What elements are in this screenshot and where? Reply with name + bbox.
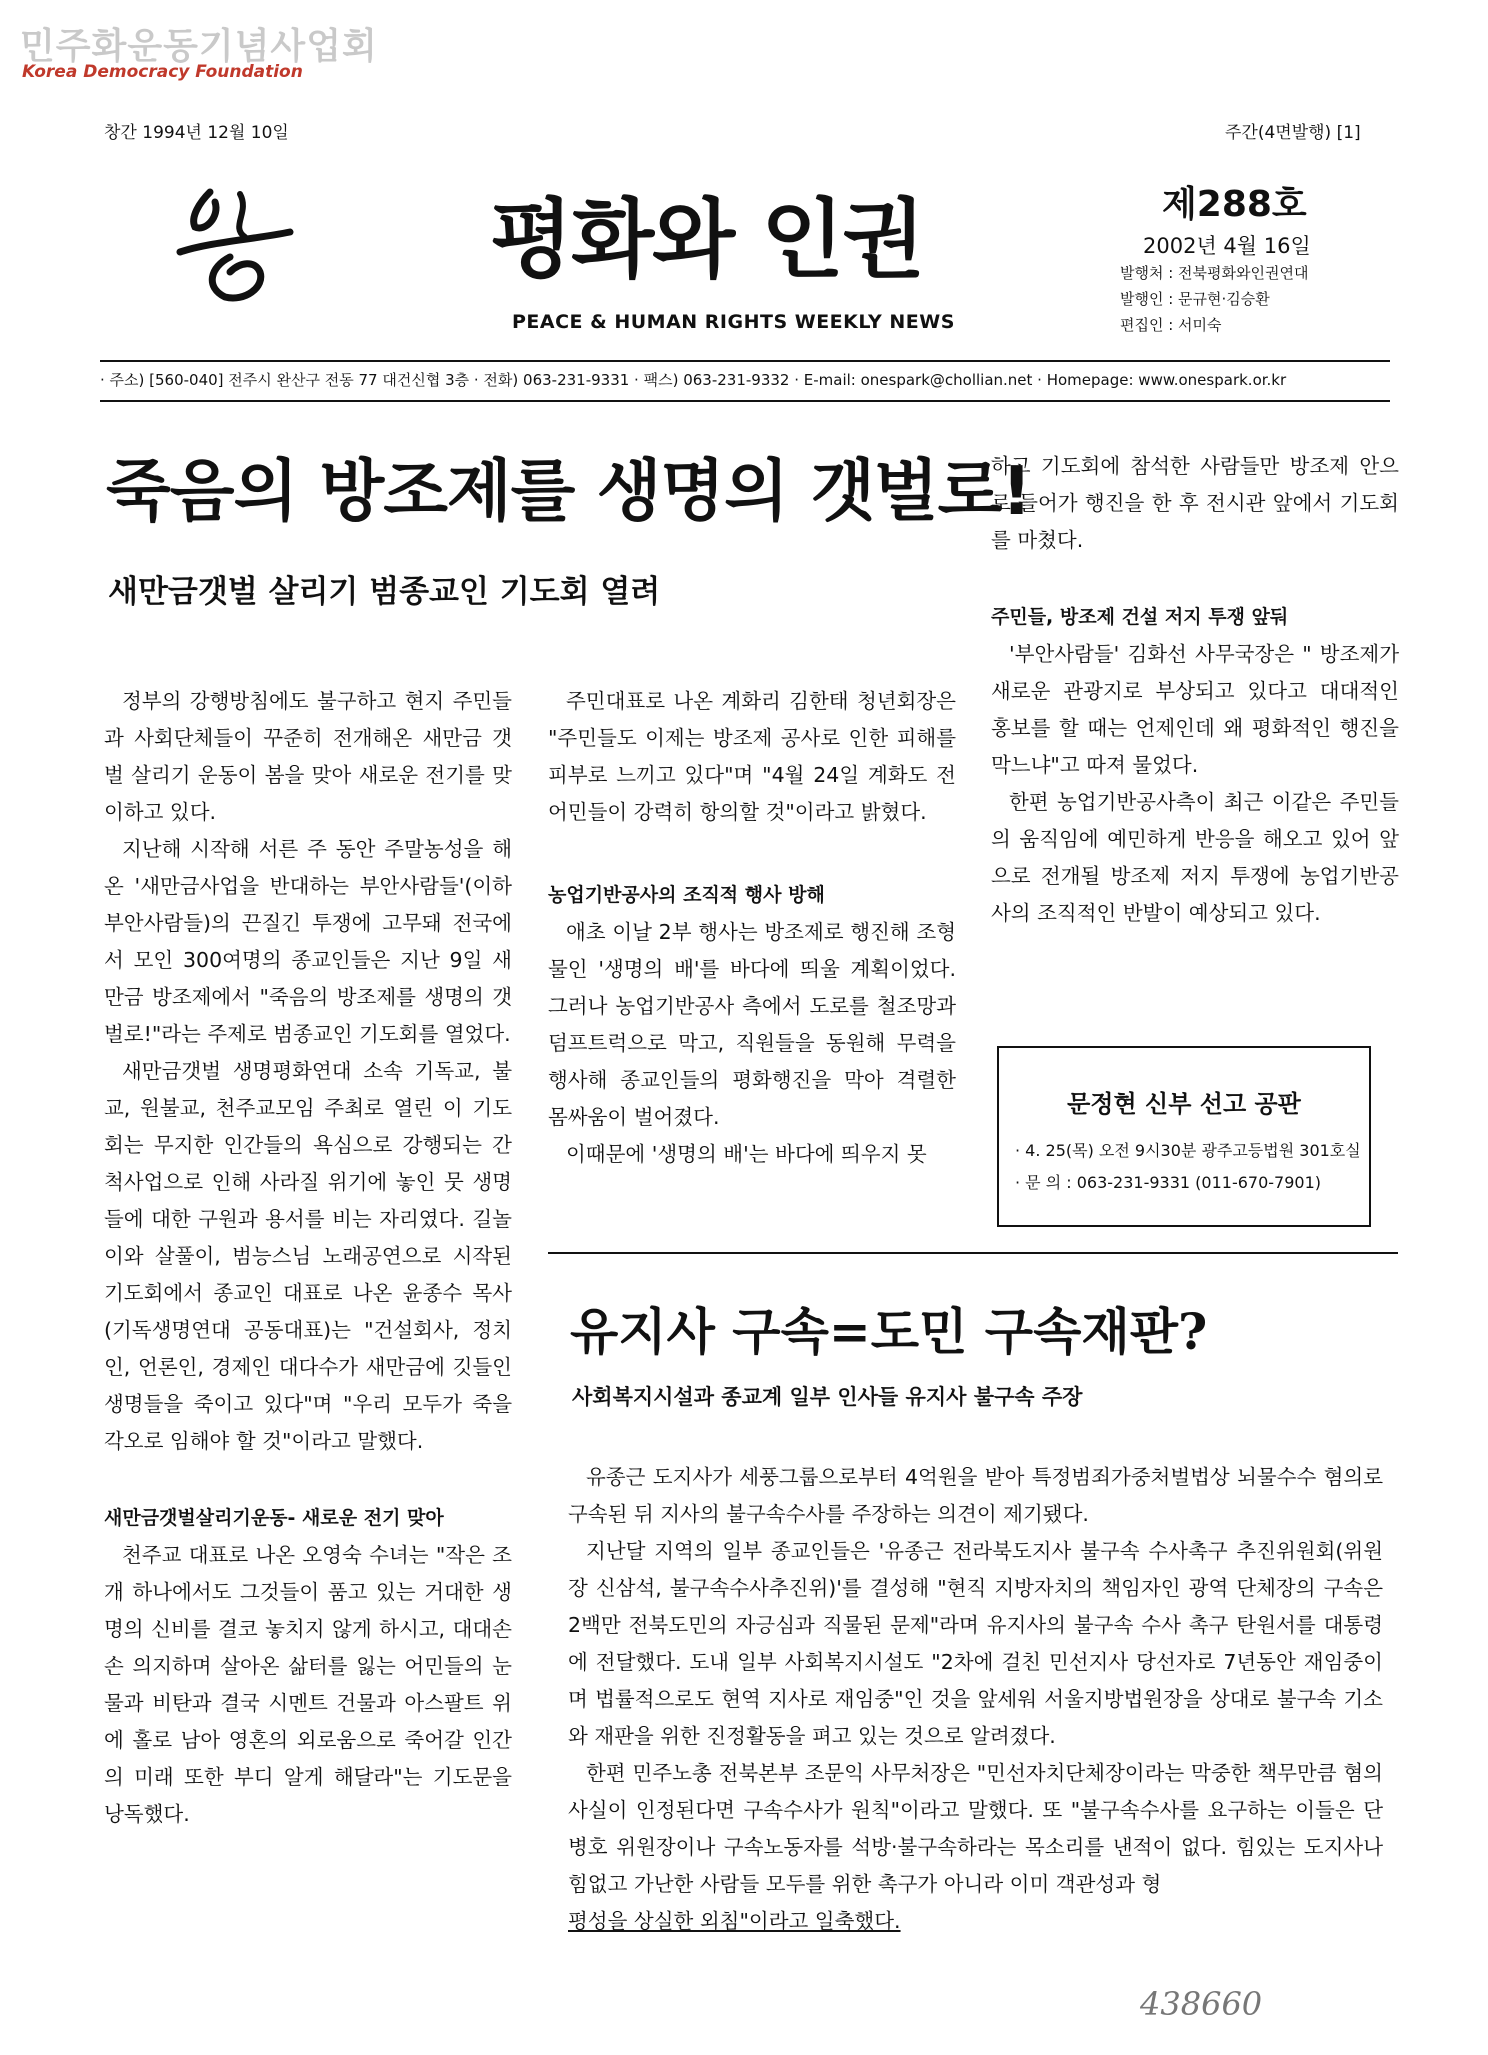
newspaper-title: 평화와 인권 <box>490 189 924 290</box>
article2-subhead: 사회복지시설과 종교계 일부 인사들 유지사 불구속 주장 <box>572 1385 1083 1409</box>
paragraph: 애초 이날 2부 행사는 방조제로 행진해 조형물인 '생명의 배'를 바다에 띄울 계획이었다. 그러나 농업기반공사 측에서 도로를 철조망과 덤프트럭으로 막고, 직원들을 동원해 무력을 행사해 종교인들의 평화행진을 막아 격렬한 몸싸움이 벌어졌다. <box>548 920 956 1129</box>
notice-contact: · 문 의 : 063-231-9331 (011-670-7901) <box>1015 1173 1321 1192</box>
paragraph: 한편 농업기반공사측이 최근 이같은 주민들의 움직임에 예민하게 반응을 해오고 있어 앞으로 전개될 방조제 저지 투쟁에 농업기반공사의 조직적인 반발이 예상되고 있다. <box>991 790 1399 925</box>
article1-column3 <box>991 448 1399 932</box>
article1-column2 <box>548 683 956 1173</box>
watermark-english: Korea Democracy Foundation <box>22 62 303 82</box>
section-subhead: 주민들, 방조제 건설 저지 투쟁 앞둬 <box>991 606 1289 628</box>
newspaper-title-english: PEACE & HUMAN RIGHTS WEEKLY NEWS <box>512 311 955 333</box>
trial-notice-box <box>997 1046 1371 1227</box>
paragraph: 천주교 대표로 나온 오영숙 수녀는 "작은 조개 하나에서도 그것들이 품고 있는 거대한 생명의 신비를 결코 놓치지 않게 하시고, 대대손손 의지하며 살아온 삶터를 잃는 어민들의 눈물과 비탄과 결국 시멘트 건물과 아스팔트 위에 홀로 남아 영혼의 외로움으로 죽어갈 인간의 미래 또한 부디 알게 해달라"는 기도문을 낭독했다. <box>104 1543 512 1826</box>
paragraph: 이때문에 '생명의 배'는 바다에 띄우지 못 <box>566 1142 927 1166</box>
publisher-org: 발행처 : 전북평화와인권연대 <box>1120 264 1309 282</box>
article2-body <box>568 1459 1383 1940</box>
paragraph: 새만금갯벌 생명평화연대 소속 기독교, 불교, 원불교, 천주교모임 주최로 열린 이 기도회는 무지한 인간들의 욕심으로 강행되는 간척사업으로 인해 사라질 위기에 놓인 뭇 생명들에 대한 구원과 용서를 비는 자리였다. 길놀이와 살풀이, 범능스님 노래공연으로 시작된 기도회에서 종교인 대표로 나온 윤종수 목사(기독생명연대 공동대표)는 "건설회사, 정치인, 언론인, 경제인 대다수가 새만금에 깃들인 생명들을 죽이고 있다"며 "우리 모두가 죽을 각오로 임해야 할 것"이라고 말했다. <box>104 1059 512 1453</box>
section-subhead: 새만금갯벌살리기운동- 새로운 전기 맞아 <box>104 1507 444 1529</box>
article1-subhead: 새만금갯벌 살리기 범종교인 기도회 열려 <box>108 574 661 610</box>
contact-address-bar: · 주소) [560-040] 전주시 완산구 전동 77 대건신협 3층 · 전화) 063-231-9331 · 팩스) 063-231-9332 · E-mail: onespark@chollian.net · Homepage: www.onespark.or.kr <box>100 360 1390 402</box>
section-subhead: 농업기반공사의 조직적 행사 방해 <box>548 884 825 906</box>
handwritten-archive-number: 438660 <box>1140 1985 1263 2023</box>
paragraph: 지난달 지역의 일부 종교인들은 '유종근 전라북도지사 불구속 수사촉구 추진위원회(위원장 신삼석, 불구속수사추진위)'를 결성해 "현직 지방자치의 책임자인 광역 단체장의 구속은 2백만 전북도민의 자긍심과 직물된 문제"라며 유지사의 불구속 수사 촉구 탄원서를 대통령에 전달했다. 도내 일부 사회복지시설도 "2차에 걸친 민선지사 당선자로 7년동안 재임중이며 법률적으로도 현역 지사로 재임중"인 것을 앞세워 서울지방법원장을 상대로 불구속 기소와 재판을 위한 진정활동을 펴고 있는 것으로 알려졌다. <box>568 1539 1383 1748</box>
paragraph: 하고 기도회에 참석한 사람들만 방조제 안으로 들어가 행진을 한 후 전시관 앞에서 기도회를 마쳤다. <box>991 454 1399 552</box>
paragraph: 지난해 시작해 서른 주 동안 주말농성을 해 온 '새만금사업을 반대하는 부안사람들'(이하 부안사람들)의 끈질긴 투쟁에 고무돼 전국에서 모인 300여명의 종교인들은 지난 9일 새만금 방조제에서 "죽음의 방조제를 생명의 갯벌로!"라는 주제로 범종교인 기도회를 열었다. <box>104 837 512 1046</box>
watermark-korean: 민주화운동기념사업회 <box>20 26 378 67</box>
article1-column1 <box>104 683 512 1833</box>
paragraph: 주민대표로 나온 계화리 김한태 청년회장은 "주민들도 이제는 방조제 공사로 인한 피해를 피부로 느끼고 있다"며 "4월 24일 계화도 전 어민들이 강력히 항의할 것"이라고 밝혔다. <box>548 689 956 824</box>
calligraphy-logo-icon <box>170 172 310 312</box>
notice-title: 문정현 신부 선고 공판 <box>1067 1090 1301 1118</box>
publisher: 발행인 : 문규현·김승환 <box>1120 290 1270 308</box>
founding-date: 창간 1994년 12월 10일 <box>104 123 289 143</box>
issue-number: 제288호 <box>1162 184 1307 225</box>
paragraph: '부안사람들' 김화선 사무국장은 " 방조제가 새로운 관광지로 부상되고 있다고 대대적인 홍보를 할 때는 언제인데 왜 평화적인 행진을 막느냐"고 따져 물었다. <box>991 642 1399 777</box>
article2-headline: 유지사 구속=도민 구속재판? <box>570 1302 1208 1361</box>
publication-frequency: 주간(4면발행) [1] <box>1225 123 1361 143</box>
article1-headline: 죽음의 방조제를 생명의 갯벌로! <box>106 452 1031 530</box>
paragraph: 한편 민주노총 전북본부 조문익 사무처장은 "민선자치단체장이라는 막중한 책무만큼 혐의사실이 인정된다면 구속수사가 원칙"이라고 말했다. 또 "불구속수사를 요구하는 이들은 단병호 위원장이나 구속노동자를 석방·불구속하라는 목소리를 낸적이 없다. 힘있는 도지사나 힘없고 가난한 사람들 모두를 위한 촉구가 아니라 이미 객관성과 형 <box>568 1761 1383 1896</box>
issue-date: 2002년 4월 16일 <box>1143 234 1311 258</box>
paragraph-end: 평성을 상실한 외침"이라고 일축했다. <box>568 1909 901 1933</box>
notice-schedule: · 4. 25(목) 오전 9시30분 광주고등법원 301호실 <box>1015 1141 1361 1160</box>
paragraph: 정부의 강행방침에도 불구하고 현지 주민들과 사회단체들이 꾸준히 전개해온 새만금 갯벌 살리기 운동이 봄을 맞아 새로운 전기를 맞이하고 있다. <box>104 689 512 824</box>
section-divider <box>548 1252 1398 1254</box>
paragraph: 유종근 도지사가 세풍그룹으로부터 4억원을 받아 특정범죄가중처벌법상 뇌물수수 혐의로 구속된 뒤 지사의 불구속수사를 주장하는 의견이 제기됐다. <box>568 1465 1383 1526</box>
editor: 편집인 : 서미숙 <box>1120 316 1222 334</box>
